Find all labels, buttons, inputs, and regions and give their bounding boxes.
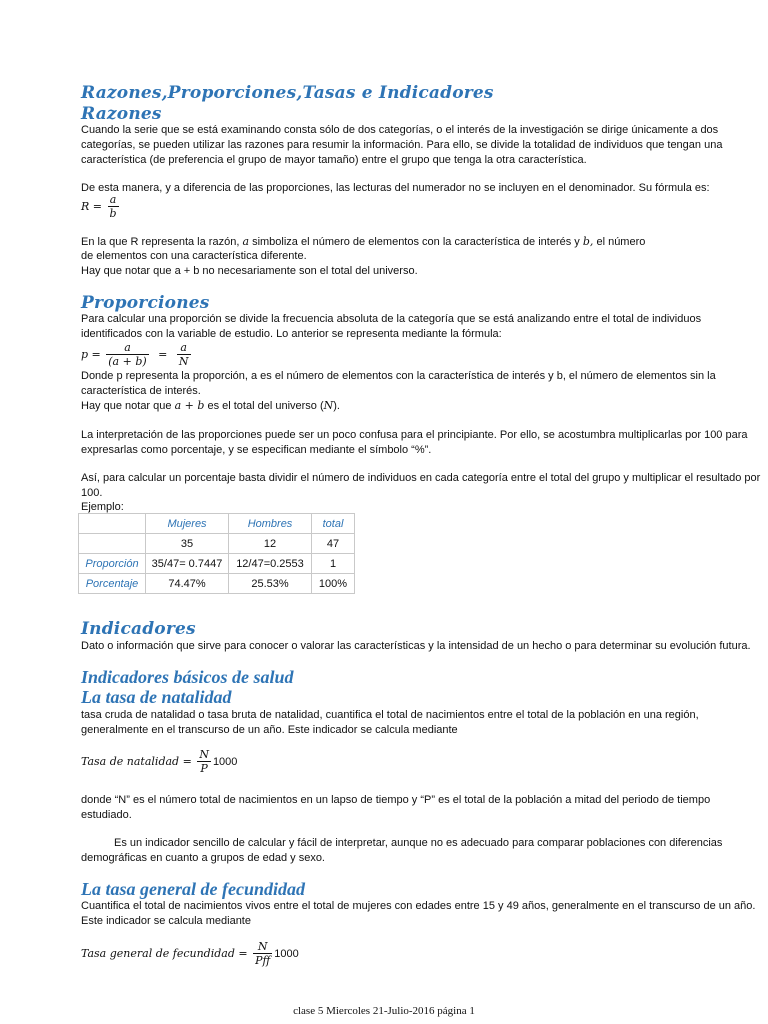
proporcion-denominator-1: (a + b) [108,355,147,368]
fecundidad-fraction [253,940,272,967]
proporcion-numerator-1: a [124,341,131,354]
table-header-row [79,514,355,534]
razones-paragraph-2: De esta manera, y a diferencia de las proporciones, las lecturas del numerador no se incluyen en el denominador. Su fórmula es: [81,182,710,194]
fecundidad-formula-lhs: Tasa general de fecundidad = [81,947,248,960]
heading-proporciones: Proporciones [81,293,210,313]
natalidad-numerator: N [199,748,209,761]
table-cell: Porcentaje [79,574,146,594]
fecundidad-paragraph-1: Cuantifica el total de nacimientos vivos entre el total de mujeres con edades entre 15 y 49 años, generalmente en el transcurso de un año. Este indicador se calcula mediante [81,900,756,927]
razones-p3-text-c: el número [596,236,646,248]
example-label: Ejemplo: [81,501,124,513]
heading-indicadores-salud: Indicadores básicos de salud [81,667,294,687]
proporciones-p3-text-c: ). [333,400,340,412]
razon-formula-lhs: R = [81,200,102,213]
razones-paragraph-3 [81,234,645,250]
fecundidad-factor: 1000 [274,947,299,960]
natalidad-fraction [197,748,211,775]
proporcion-numerator-2: a [180,341,187,354]
fecundidad-formula [81,940,299,967]
razones-var-a: a [242,235,249,248]
table-cell: 1 [312,554,355,574]
proporciones-paragraph-1: Para calcular una proporción se divide la frecuencia absoluta de la categoría que se está analizando entre el total de individuos identificados con la variable de estudio. Lo anterior se representa mediante la fórmula: [81,313,702,340]
heading-razones: Razones [81,104,162,124]
proporciones-paragraph-4: La interpretación de las proporciones puede ser un poco confusa para el principiante. Por ello, se acostumbra multiplicarlas por 100 para expresarlas como porcentaje, y se especifican mediante el símbolo “%”. [81,429,748,456]
proporciones-p3-var: N [323,399,334,412]
razones-paragraph-4: Hay que notar que a + b no necesariamente son el total del universo. [81,265,418,277]
page-footer: clase 5 Miercoles 21-Julio-2016 página 1 [293,1005,475,1017]
table-cell [79,534,146,554]
example-table [78,513,355,594]
proporciones-p3-text-b: es el total del universo ( [207,400,324,412]
proporciones-paragraph-5: Así, para calcular un porcentaje basta dividir el número de individuos en cada categoría entre el total del grupo y multiplicar el resultado por 100. [81,472,761,499]
table-cell: 100% [312,574,355,594]
proporciones-paragraph-3 [81,398,340,414]
razon-denominator: b [109,207,117,220]
fecundidad-denominator: Pff [255,954,271,967]
table-cell: 47 [312,534,355,554]
razones-var-b: b, [582,235,594,248]
proporcion-fraction-1 [106,341,148,368]
natalidad-formula-lhs: Tasa de natalidad = [81,755,192,768]
proporcion-fraction-2 [177,341,191,368]
natalidad-paragraph-3: Es un indicador sencillo de calcular y fácil de interpretar, aunque no es adecuado para comparar poblaciones con diferencias demográficas en cuanto a grupos de edad y sexo. [81,837,723,864]
heading-indicadores: Indicadores [81,619,196,639]
razones-paragraph-3-cont: de elementos con una característica diferente. [81,250,307,262]
natalidad-paragraph-1: tasa cruda de natalidad o tasa bruta de natalidad, cuantifica el total de nacimientos entre el total de la población en una región, generalmente en el transcurso de un año. Este indicador se calcula mediante [81,709,699,736]
table-row [79,534,355,554]
table-cell: 35/47= 0.7447 [146,554,229,574]
proporcion-formula [81,341,193,368]
razones-paragraph-1: Cuando la serie que se está examinando consta sólo de dos categorías, o el interés de la investigación se dirige únicamente a dos categorías, se pueden utilizar las razones para resumir la información. Para ello, se divide la totalidad de individuos que tengan una característica (de preferencia el grupo de mayor tamaño) entre el grupo que tenga la otra característica. [81,124,723,166]
proporcion-lhs: p = [81,348,101,361]
natalidad-factor: 1000 [212,755,238,768]
proporciones-paragraph-2: Donde p representa la proporción, a es el número de elementos con la característica de interés y b, el número de elementos sin la característica de interés. [81,370,716,397]
razon-formula [81,193,121,220]
natalidad-formula [81,748,237,775]
table-header-cell: total [312,514,355,534]
table-header-cell: Hombres [229,514,312,534]
proporcion-denominator-2: N [178,355,189,368]
table-cell: 12 [229,534,312,554]
razones-p3-text-a: En la que R representa la razón, [81,236,240,248]
table-header-cell [79,514,146,534]
table-cell: 74.47% [146,574,229,594]
razones-p3-text-b: simboliza el número de elementos con la característica de interés y [252,236,580,248]
fecundidad-numerator: N [257,940,268,953]
table-cell: Proporción [79,554,146,574]
heading-tasa-fecundidad: La tasa general de fecundidad [81,879,305,899]
document-title: Razones,Proporciones,Tasas e Indicadores [81,83,494,103]
table-cell: 12/47=0.2553 [229,554,312,574]
table-header-cell: Mujeres [146,514,229,534]
natalidad-paragraph-2: donde “N” es el número total de nacimientos en un lapso de tiempo y “P” es el total de la población a mitad del periodo de tiempo estudiado. [81,794,711,821]
proporcion-equals: = [158,348,168,361]
razon-numerator: a [109,193,117,206]
natalidad-denominator: P [197,761,211,775]
table-cell: 25.53% [229,574,312,594]
table-cell: 35 [146,534,229,554]
proporciones-p3-math: a + b [174,399,205,412]
razon-fraction [108,193,119,220]
table-row [79,554,355,574]
indicadores-paragraph-1: Dato o información que sirve para conocer o valorar las características y la intensidad de un hecho o para determinar su evolución futura. [81,640,751,652]
heading-tasa-natalidad: La tasa de natalidad [81,687,232,707]
table-row [79,574,355,594]
proporciones-p3-text-a: Hay que notar que [81,400,172,412]
